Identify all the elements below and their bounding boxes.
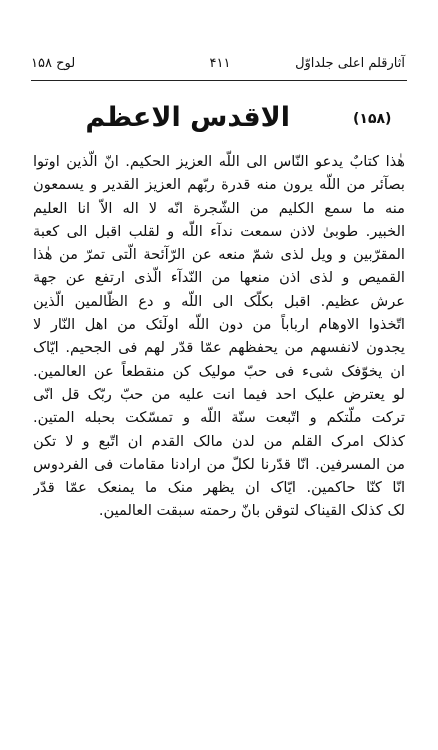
tablet-number: (۱۵۸): [353, 111, 392, 127]
body-text: [33, 150, 405, 523]
tablet-title: الاقدس الاعظم: [85, 102, 290, 133]
text-line: القمیص و لذی اذن منعها من النّدآء الّذی ارتفع عن جهة: [33, 269, 405, 287]
text-line: ان یخوّفک شیء فی حبّ مولیک کن منقطعاً عن العالمین.: [33, 362, 405, 380]
text-line: من المسرفین. انّا قدّرنا لکلّ من ارادنا مقامات فی الفردوس: [33, 455, 405, 473]
text-line: ترکت ملّتکم و اتّبعت سنّة اللّه و تمسّکت بحبله المتین.: [33, 409, 405, 427]
text-line: عرش عظیم. اقبل بکلّک الی اللّه و دع الظّالمین الّذین: [33, 292, 405, 310]
text-line: هٰذا کتابٌ یدعو النّاس الی اللّه العزیز الحکیم. انّ الّذین اوتوا: [33, 153, 405, 170]
text-line: المقرّبین و ویل لذی شمّ منعه عن الرّآئحة الّتی تمرّ من هٰذا: [33, 246, 405, 264]
page-number: ۴۱۱: [209, 56, 231, 71]
text-line: کذلک امرک القلم من لدن مالک القدم ان اتّبع و لا تکن: [33, 432, 405, 450]
header-divider: [31, 80, 407, 81]
page-header: [0, 54, 438, 78]
text-line: اتّخذوا الاوهام ارباباً من دون اللّه اولٓئک من اهل النّار لا: [33, 316, 405, 334]
title-row: [0, 98, 438, 142]
book-title: آثارقلم اعلی جلداوّل: [295, 56, 405, 71]
text-line: لک کذلک القیناک لتوقن بانّ رحمته سبقت العالمین.: [98, 502, 405, 520]
text-line: منه ما سمع الکلیم من الشّجرة انّه لا اله الاّ انا العلیم: [33, 199, 405, 217]
text-line: انّا کنّا حاکمین. ایّاک ان یظهر منک ما یمنعک عمّا قدّر: [33, 479, 405, 497]
text-line: الخبیر. طوبیٰ لاذن سمعت ندآء اللّه و لقلب اقبل الی کعبة: [33, 222, 405, 240]
tablet-reference: لوح ۱۵۸: [31, 56, 76, 71]
text-line: یجدون لانفسهم من یحفظهم عمّا قدّر لهم فی الجحیم. ایّاک: [33, 339, 405, 357]
text-line: لو یعترض علیک احد فیما انت علیه من حبّ ربّک قل انّی: [33, 385, 405, 403]
text-line: بصآئر من اللّه یرون منه قدرة ربّهم العزیز القدیر و یسمعون: [33, 176, 405, 194]
